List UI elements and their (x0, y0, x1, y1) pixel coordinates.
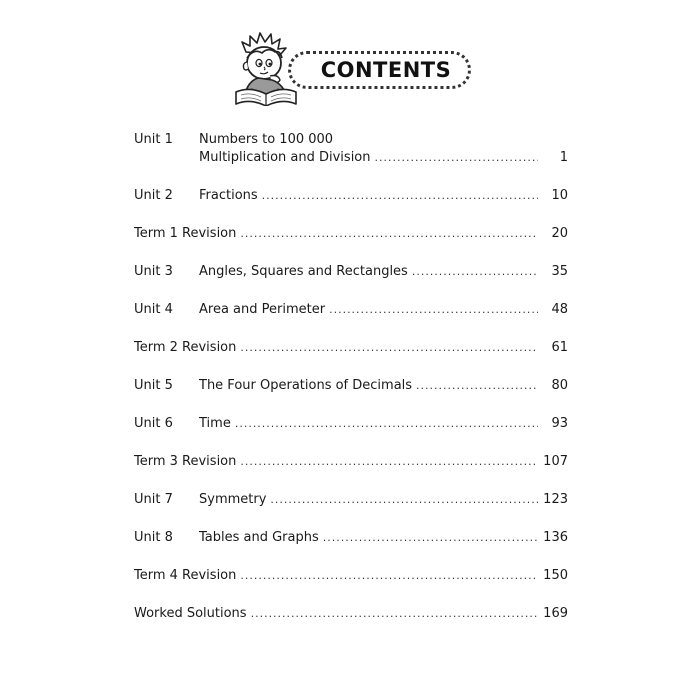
toc-page-number: 169 (543, 606, 568, 621)
toc-entry-term-2-revision[interactable] (134, 338, 568, 358)
toc-entry-title: Area and Perimeter (199, 302, 326, 317)
toc-unit-label: Unit 2 (134, 188, 173, 203)
dot-leader (412, 262, 538, 282)
toc-entry-title: Worked Solutions (134, 606, 247, 621)
toc-entry-unit-3[interactable] (134, 262, 568, 282)
toc-entry-unit-8[interactable] (134, 528, 568, 548)
toc-entry-title-line1: Numbers to 100 000 (199, 132, 334, 147)
toc-entry-title: Multiplication and Division (199, 150, 371, 165)
toc-page-number: 107 (543, 454, 568, 469)
toc-page-number: 150 (543, 568, 568, 583)
dot-leader (240, 566, 538, 586)
toc-entry-title: Angles, Squares and Rectangles (199, 264, 408, 279)
page-title: CONTENTS (320, 58, 452, 82)
toc-entry-title: Symmetry (199, 492, 267, 507)
toc-entry-unit-7[interactable] (134, 490, 568, 510)
toc-entry-title: Fractions (199, 188, 258, 203)
dot-leader (262, 186, 538, 206)
toc-unit-label: Unit 1 (134, 132, 173, 147)
toc-entry-title: The Four Operations of Decimals (199, 378, 413, 393)
toc-unit-label: Unit 5 (134, 378, 173, 393)
toc-entry-title: Term 3 Revision (134, 454, 237, 469)
toc-unit-label: Unit 8 (134, 530, 173, 545)
toc-page-number: 10 (551, 188, 568, 203)
toc-entry-unit-1[interactable] (134, 130, 568, 170)
toc-entry-title: Term 1 Revision (134, 226, 237, 241)
toc-entry-worked-solutions[interactable] (134, 604, 568, 624)
toc-page-number: 35 (551, 264, 568, 279)
toc-unit-label: Unit 7 (134, 492, 173, 507)
dot-leader (251, 604, 538, 624)
toc-page-number: 80 (551, 378, 568, 393)
toc-page-number: 136 (543, 530, 568, 545)
dot-leader (235, 414, 538, 434)
toc-entry-term-4-revision[interactable] (134, 566, 568, 586)
toc-entry-title: Tables and Graphs (199, 530, 319, 545)
toc-entry-title: Time (199, 416, 231, 431)
toc-entry-term-3-revision[interactable] (134, 452, 568, 472)
dot-leader (416, 376, 538, 396)
toc-page-number: 1 (559, 150, 568, 165)
dot-leader (329, 300, 538, 320)
contents-header (232, 30, 477, 106)
toc-page-number: 20 (551, 226, 568, 241)
dot-leader (240, 452, 538, 472)
toc-entry-title: Term 2 Revision (134, 340, 237, 355)
toc-page-number: 123 (543, 492, 568, 507)
toc-entry-unit-5[interactable] (134, 376, 568, 396)
toc-entry-unit-6[interactable] (134, 414, 568, 434)
toc-entry-title: Term 4 Revision (134, 568, 237, 583)
dot-leader (323, 528, 538, 548)
toc-page-number: 61 (551, 340, 568, 355)
toc-entry-unit-2[interactable] (134, 186, 568, 206)
toc-page-number: 48 (551, 302, 568, 317)
toc-entry-term-1-revision[interactable] (134, 224, 568, 244)
toc-unit-label: Unit 4 (134, 302, 173, 317)
dot-leader (240, 338, 538, 358)
toc-unit-label: Unit 6 (134, 416, 173, 431)
toc-entry-unit-4[interactable] (134, 300, 568, 320)
dot-leader (375, 148, 539, 168)
toc-page-number: 93 (551, 416, 568, 431)
dot-leader (240, 224, 538, 244)
dot-leader (270, 490, 538, 510)
toc-unit-label: Unit 3 (134, 264, 173, 279)
